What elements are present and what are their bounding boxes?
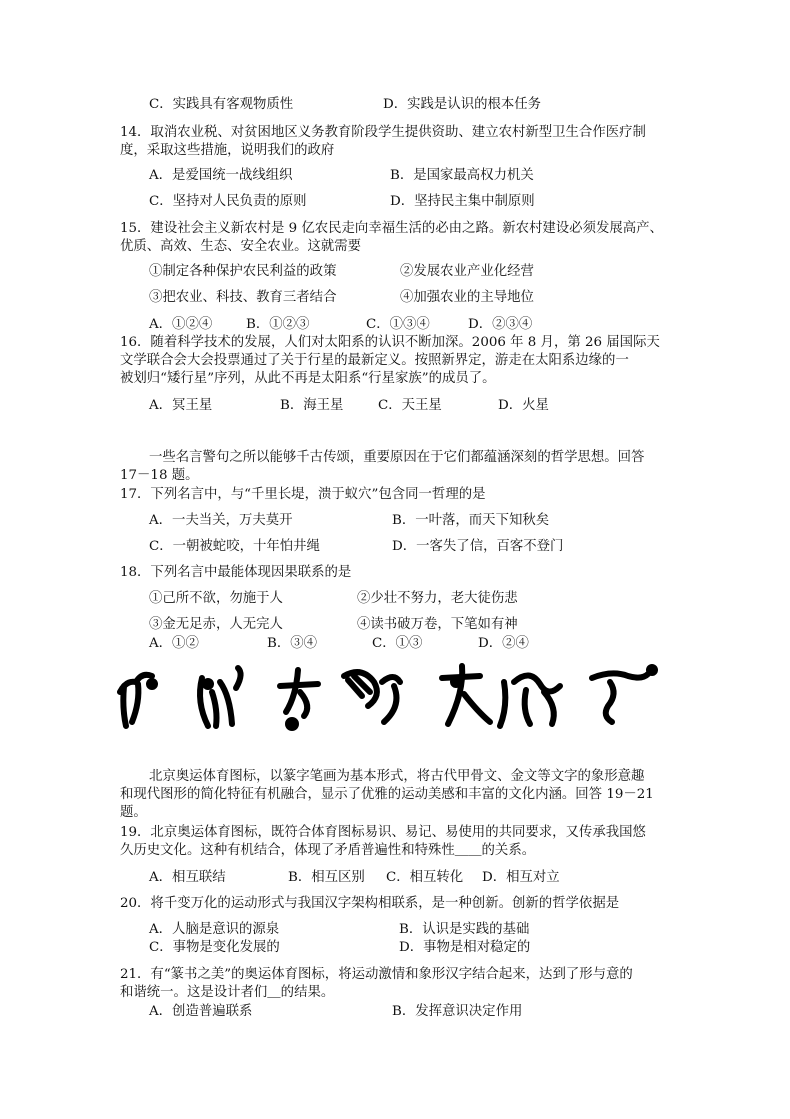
q14-option-b: B．是国家最高权力机关 (390, 168, 534, 183)
q14-stem-line1: 14．取消农业税、对贫困地区义务教育阶段学生提供资助、建立农村新型卫生合作医疗制 (120, 125, 646, 140)
q18-item-2: ②少壮不努力，老大徒伤悲 (357, 591, 518, 606)
q17-option-b: B．一叶落，而天下知秋矣 (392, 513, 550, 528)
q15-option-b: B．①②③ (246, 317, 310, 332)
q16-option-a: A．冥王星 (149, 398, 213, 413)
q15-stem-line1: 15．建设社会主义新农村是 9 亿农民走向幸福生活的必由之路。新农村建设必须发展高产、 (120, 221, 663, 236)
q14-stem-line2: 度，采取这些措施，说明我们的政府 (120, 143, 335, 158)
q19-option-c: C．相互转化 (386, 870, 464, 885)
pictogram-4-icon (344, 672, 400, 722)
q19-stem-line2: 久历史文化。这种有机结合，体现了矛盾普遍性和特殊性＿＿的关系。 (120, 843, 536, 858)
q17-option-c: C．一朝被蛇咬，十年怕井绳 (149, 539, 320, 554)
q14-option-d: D．坚持民主集中制原则 (390, 194, 535, 209)
q19-option-d: D．相互对立 (482, 870, 560, 885)
q19-stem-line1: 19．北京奥运体育图标，既符合体育图标易识、易记、易使用的共同要求，又传承我国悠 (120, 825, 646, 840)
q16-option-b: B．海王星 (280, 398, 344, 413)
pictogram-1-icon (120, 675, 155, 726)
q15-item-1: ①制定各种保护农民利益的政策 (149, 264, 337, 279)
q21-stem-line1: 21．有“篆书之美”的奥运体育图标，将运动激情和象形汉字结合起来，达到了形与意的 (120, 967, 633, 982)
intro-17-18-line1: 一些名言警句之所以能够千古传颂，重要原因在于它们都蕴涵深刻的哲学思想。回答 (149, 450, 645, 465)
q15-item-3: ③把农业、科技、教育三者结合 (149, 290, 337, 305)
q21-option-b: B．发挥意识决定作用 (392, 1004, 523, 1019)
q15-option-d: D．②③④ (468, 317, 533, 332)
q18-stem: 18．下列名言中最能体现因果联系的是 (120, 565, 352, 580)
q13-option-d: D．实践是认识的根本任务 (383, 97, 542, 112)
intro-17-18-line2: 17－18 题。 (120, 468, 199, 483)
olympic-pictograms-svg (112, 662, 672, 736)
q16-option-d: D．火星 (498, 398, 549, 413)
q19-option-a: A．相互联结 (149, 870, 226, 885)
q15-item-2: ②发展农业产业化经营 (400, 264, 534, 279)
q20-option-b: B．认识是实践的基础 (399, 922, 530, 937)
q18-option-c: C．①③ (372, 636, 423, 651)
q21-option-a: A．创造普遍联系 (149, 1004, 253, 1019)
pictogram-5-icon (442, 666, 490, 724)
q16-stem-line2: 文学联合会大会投票通过了关于行星的最新定义。按照新界定，游走在太阳系边缘的一 (120, 353, 629, 368)
q13-option-c: C．实践具有客观物质性 (149, 97, 294, 112)
pictogram-6-icon (500, 675, 560, 726)
q18-item-1: ①己所不欲，勿施于人 (149, 591, 283, 606)
q20-option-a: A．人脑是意识的源泉 (149, 922, 280, 937)
q18-item-3: ③金无足赤，人无完人 (149, 617, 283, 632)
q17-stem: 17．下列名言中，与“千里长堤，溃于蚁穴”包含同一哲理的是 (120, 487, 486, 502)
q18-option-a: A．①② (149, 636, 199, 651)
q14-option-c: C．坚持对人民负责的原则 (149, 194, 307, 209)
pictogram-7-icon (592, 667, 655, 722)
q20-option-d: D．事物是相对稳定的 (399, 940, 531, 955)
q20-stem: 20．将千变万化的运动形式与我国汉字架构相联系，是一种创新。创新的哲学依据是 (120, 896, 620, 911)
q15-item-4: ④加强农业的主导地位 (400, 290, 534, 305)
q17-option-a: A．一夫当关，万夫莫开 (149, 513, 293, 528)
q18-option-b: B．③④ (267, 636, 318, 651)
pictogram-3-icon (280, 670, 318, 728)
intro-19-21-line1: 北京奥运体育图标，以篆字笔画为基本形式，将古代甲骨文、金文等文字的象形意趣 (149, 769, 645, 784)
q18-option-d: D．②④ (478, 636, 529, 651)
q18-item-4: ④读书破万卷，下笔如有神 (357, 617, 518, 632)
intro-19-21-line3: 题。 (120, 805, 147, 820)
q16-stem-line1: 16．随着科学技术的发展，人们对太阳系的认识不断加深。2006 年 8 月，第 26 届国际天 (120, 335, 660, 350)
q15-option-c: C．①③④ (366, 317, 430, 332)
q19-option-b: B．相互区别 (288, 870, 365, 885)
olympic-pictograms-image (112, 662, 672, 736)
pictogram-2-icon (200, 668, 241, 726)
q14-option-a: A．是爱国统一战线组织 (149, 168, 293, 183)
q16-stem-line3: 被划归“矮行星”序列，从此不再是太阳系“行星家族”的成员了。 (120, 371, 496, 386)
q17-option-d: D．一客失了信，百客不登门 (392, 539, 564, 554)
q20-option-c: C．事物是变化发展的 (149, 940, 280, 955)
q15-stem-line2: 优质、高效、生态、安全农业。这就需要 (120, 239, 362, 254)
q16-option-c: C．天王星 (378, 398, 442, 413)
q21-stem-line2: 和谐统一。这是设计者们＿的结果。 (120, 985, 335, 1000)
q15-option-a: A．①②④ (149, 317, 213, 332)
intro-19-21-line2: 和现代图形的简化特征有机融合，显示了优雅的运动美感和丰富的文化内涵。回答 19－21 (120, 787, 654, 802)
